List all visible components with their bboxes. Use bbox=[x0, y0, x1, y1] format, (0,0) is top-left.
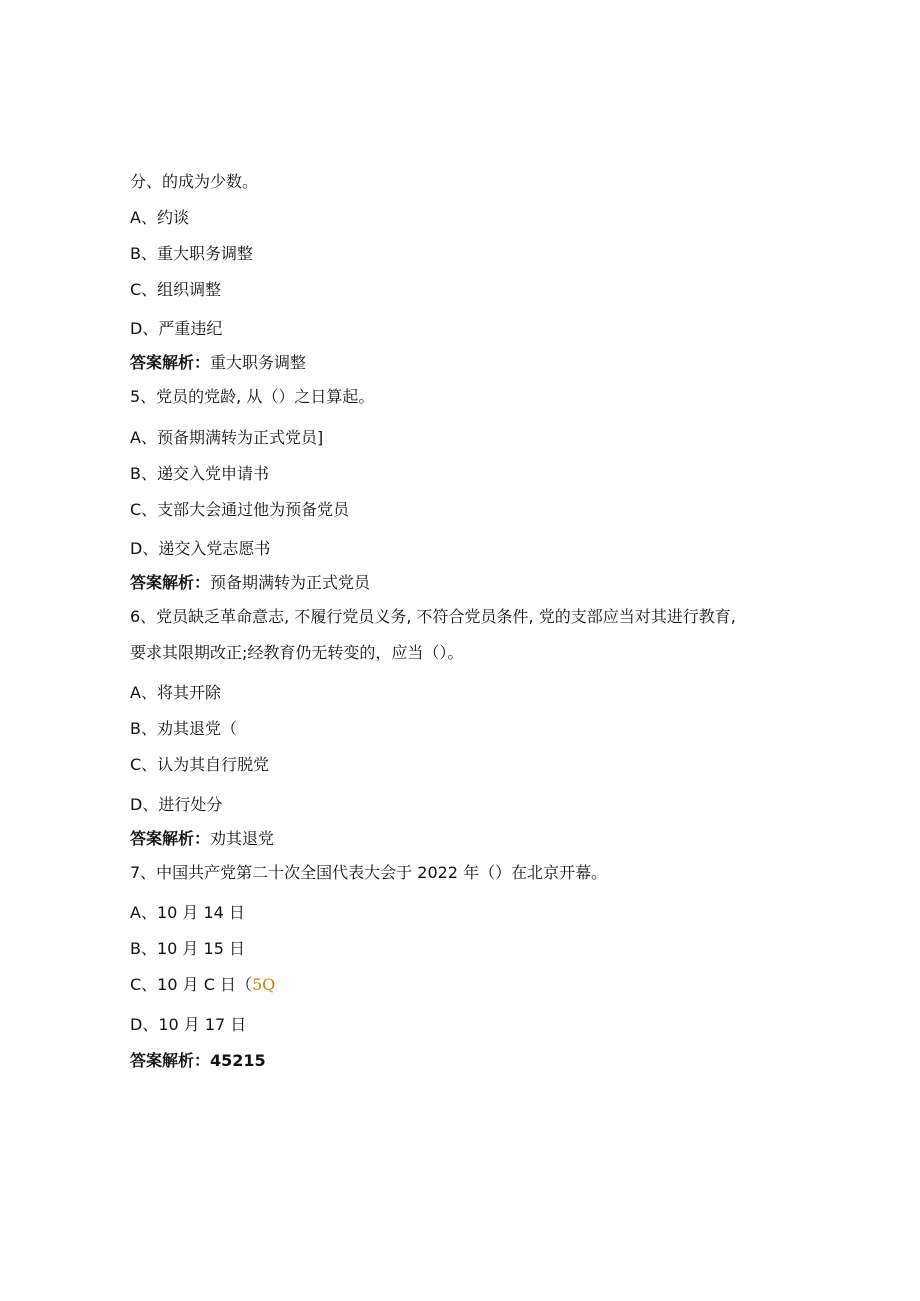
option-b: B、递交入党申请书 bbox=[130, 464, 269, 483]
option-a: A、预备期满转为正式党员] bbox=[130, 428, 324, 447]
question-fragment: 分、的成为少数。 bbox=[130, 172, 259, 191]
option-d: D、10 月 17 日 bbox=[130, 1015, 247, 1034]
option-a: A、将其开除 bbox=[130, 683, 221, 702]
option-b: B、重大职务调整 bbox=[130, 244, 253, 263]
question-6-line-2: 要求其限期改正;经教育仍无转变的，应当（）。 bbox=[130, 643, 464, 662]
option-c: C、组织调整 bbox=[130, 280, 222, 299]
option-a: A、10 月 14 日 bbox=[130, 903, 245, 922]
answer-value: 劝其退党 bbox=[210, 829, 275, 848]
stray-mark: 5Q bbox=[251, 975, 276, 994]
answer-row bbox=[130, 1050, 266, 1072]
answer-row bbox=[130, 828, 274, 850]
option-c: C、支部大会通过他为预备党员 bbox=[130, 500, 350, 519]
option-c-text: C、10 月 C 日（ bbox=[130, 975, 252, 994]
question-6-line-1: 6、党员缺乏革命意志, 不履行党员义务, 不符合党员条件, 党的支部应当对其进行教育, bbox=[130, 607, 736, 626]
answer-label: 答案解析： bbox=[130, 353, 211, 372]
answer-value: 预备期满转为正式党员 bbox=[210, 573, 371, 592]
option-d: D、严重违纪 bbox=[130, 319, 223, 338]
answer-row bbox=[130, 572, 370, 594]
option-c bbox=[130, 974, 275, 996]
option-d: D、进行处分 bbox=[130, 795, 223, 814]
option-b: B、劝其退党（ bbox=[130, 719, 237, 738]
option-a: A、约谈 bbox=[130, 208, 189, 227]
answer-value: 重大职务调整 bbox=[210, 353, 307, 372]
answer-value: 45215 bbox=[210, 1051, 266, 1070]
option-b: B、10 月 15 日 bbox=[130, 939, 245, 958]
option-c: C、认为其自行脱党 bbox=[130, 755, 270, 774]
question-5: 5、党员的党龄, 从（）之日算起。 bbox=[130, 387, 375, 406]
answer-label: 答案解析： bbox=[130, 829, 211, 848]
answer-row bbox=[130, 352, 306, 374]
question-7: 7、中国共产党第二十次全国代表大会于 2022 年（）在北京开幕。 bbox=[130, 863, 608, 882]
answer-label: 答案解析： bbox=[130, 1051, 211, 1070]
option-d: D、递交入党志愿书 bbox=[130, 539, 271, 558]
answer-label: 答案解析： bbox=[130, 573, 211, 592]
